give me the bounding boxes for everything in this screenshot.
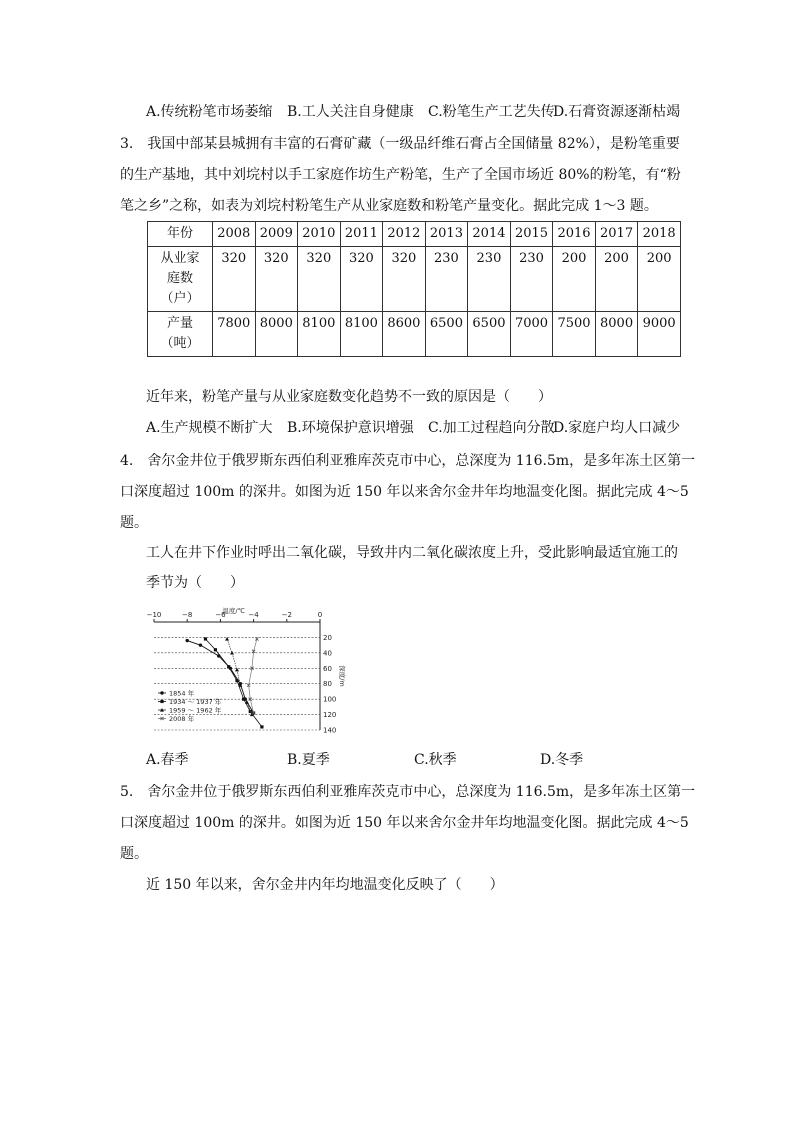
table-cell-year: 2012 xyxy=(383,222,426,247)
q5-stem-line2: 口深度超过 100m 的深井。如图为近 150 年以来舍尔金井年均地温变化图。据此完成 4～5 xyxy=(120,815,689,831)
q3-stem-line2: 的生产基地，其中刘垸村以手工家庭作坊生产粉笔，生产了全国市场近 80%的粉笔，有“粉 xyxy=(120,167,681,183)
y-tick-label: 120 xyxy=(323,711,337,720)
q2-option-d: D.石膏资源逐渐枯竭 xyxy=(553,104,681,120)
x-axis-label: 温度/℃ xyxy=(222,607,245,615)
y-tick-label: 40 xyxy=(323,649,332,658)
data-point xyxy=(160,691,163,694)
q3-stem-line3: 笔之乡”之称，如表为刘垸村粉笔生产从业家庭数和粉笔产量变化。据此完成 1～3 题。 xyxy=(120,198,658,214)
table-cell-year: 2016 xyxy=(553,222,596,247)
table-cell-year: 2014 xyxy=(468,222,511,247)
q5-question: 近 150 年以来，舍尔金井内年均地温变化反映了（ ） xyxy=(146,877,504,893)
label-line: （户） xyxy=(160,291,200,306)
table-cell-households: 320 xyxy=(255,247,298,312)
q4-stem-line3: 题。 xyxy=(120,515,148,531)
table-cell-year: 2008 xyxy=(213,222,256,247)
q3-option-a: A.生产规模不断扩大 xyxy=(146,420,273,436)
q4-stem-line1: 4. 舍尔金井位于俄罗斯东西伯利亚雅库茨克市中心，总深度为 116.5m，是多年冻土区第一 xyxy=(120,453,696,469)
table-cell-output: 8000 xyxy=(595,312,638,357)
table-cell-year: 2013 xyxy=(425,222,468,247)
table-cell-output: 6500 xyxy=(425,312,468,357)
table-cell-households: 230 xyxy=(510,247,553,312)
table-cell-output: 9000 xyxy=(638,312,681,357)
q3-question: 近年来，粉笔产量与从业家庭数变化趋势不一致的原因是（ ） xyxy=(146,389,552,405)
table-cell-households: 230 xyxy=(425,247,468,312)
data-point xyxy=(186,639,189,642)
table-header-output xyxy=(148,312,213,357)
q3-stem-line1: 3. 我国中部某县城拥有丰富的石膏矿藏（一级品纤维石膏占全国储量 82%），是粉笔重要 xyxy=(120,136,680,152)
q4-option-c: C.秋季 xyxy=(414,752,457,768)
label-line: 产量 xyxy=(166,316,193,331)
table-cell-households: 200 xyxy=(553,247,596,312)
q5-stem-line1: 5. 舍尔金井位于俄罗斯东西伯利亚雅库茨克市中心，总深度为 116.5m，是多年冻土区第一 xyxy=(120,784,696,800)
data-point xyxy=(199,643,202,646)
table-cell-output: 8600 xyxy=(383,312,426,357)
x-tick-label: −6 xyxy=(215,611,226,619)
table-row-years xyxy=(148,222,681,247)
table-cell-output: 7500 xyxy=(553,312,596,357)
data-point xyxy=(204,637,207,640)
q4-question-line2: 季节为（ ） xyxy=(146,575,244,591)
table-cell-households: 320 xyxy=(383,247,426,312)
data-point xyxy=(230,651,234,655)
table-header-households xyxy=(148,247,213,312)
y-tick-label: 60 xyxy=(323,664,332,673)
table-header-year: 年份 xyxy=(148,222,213,247)
q3-option-d: D.家庭户均人口减少 xyxy=(553,420,681,436)
label-line: 庭数 xyxy=(166,271,193,286)
x-tick-label: −8 xyxy=(182,611,193,619)
legend-label: 1959 ～ 1962 年 xyxy=(169,706,222,715)
q2-option-b: B.工人关注自身健康 xyxy=(287,104,414,120)
label-line: （吨） xyxy=(160,336,200,351)
table-cell-year: 2018 xyxy=(638,222,681,247)
q4-option-b: B.夏季 xyxy=(287,752,330,768)
y-tick-label: 100 xyxy=(323,695,337,704)
data-point xyxy=(235,679,238,682)
data-point xyxy=(160,700,163,703)
table-cell-households: 320 xyxy=(213,247,256,312)
table-row-output xyxy=(148,312,681,357)
data-point xyxy=(260,725,263,728)
y-tick-label: 20 xyxy=(323,633,332,642)
y-tick-label: 140 xyxy=(323,726,337,735)
x-tick-label: −10 xyxy=(146,611,162,619)
table-cell-households: 200 xyxy=(595,247,638,312)
table-cell-year: 2009 xyxy=(255,222,298,247)
q2-option-c: C.粉笔生产工艺失传 xyxy=(428,104,555,120)
q4-option-a: A.春季 xyxy=(146,752,189,768)
q3-option-b: B.环境保护意识增强 xyxy=(287,420,414,436)
x-tick-label: 0 xyxy=(317,611,323,619)
production-table xyxy=(147,221,681,357)
table-cell-households: 200 xyxy=(638,247,681,312)
data-point xyxy=(227,665,230,668)
table-cell-year: 2015 xyxy=(510,222,553,247)
q5-stem-line3: 题。 xyxy=(120,846,148,862)
x-tick-label: −4 xyxy=(248,611,259,619)
table-row-households xyxy=(148,247,681,312)
x-tick-label: −2 xyxy=(281,611,292,619)
table-cell-output: 7000 xyxy=(510,312,553,357)
table-cell-output: 6500 xyxy=(468,312,511,357)
y-axis-label: 深度/m xyxy=(338,665,346,687)
legend-label: 1854 年 xyxy=(169,689,195,698)
table-cell-output: 8100 xyxy=(340,312,383,357)
q4-stem-line2: 口深度超过 100m 的深井。如图为近 150 年以来舍尔金井年均地温变化图。据此完成 4～5 xyxy=(120,484,689,500)
q3-option-c: C.加工过程趋向分散 xyxy=(428,420,555,436)
legend-label: 2008 年 xyxy=(169,714,195,723)
table-cell-households: 230 xyxy=(468,247,511,312)
table-cell-year: 2010 xyxy=(298,222,341,247)
table-cell-households: 320 xyxy=(340,247,383,312)
ground-temperature-chart xyxy=(146,606,346,738)
table-cell-households: 320 xyxy=(298,247,341,312)
legend-label: 1934 ～ 1937 年 xyxy=(169,697,222,706)
table-cell-year: 2017 xyxy=(595,222,638,247)
y-tick-label: 80 xyxy=(323,680,332,689)
table-cell-output: 8100 xyxy=(298,312,341,357)
q2-option-a: A.传统粉笔市场萎缩 xyxy=(146,104,273,120)
q4-option-d: D.冬季 xyxy=(540,752,584,768)
table-cell-output: 8000 xyxy=(255,312,298,357)
data-point xyxy=(214,648,217,651)
q4-question-line1: 工人在井下作业时呼出二氧化碳，导致井内二氧化碳浓度上升，受此影响最适宜施工的 xyxy=(146,545,678,561)
table-cell-output: 7800 xyxy=(213,312,256,357)
label-line: 从业家 xyxy=(160,251,200,266)
data-point xyxy=(242,698,245,701)
table-cell-year: 2011 xyxy=(340,222,383,247)
